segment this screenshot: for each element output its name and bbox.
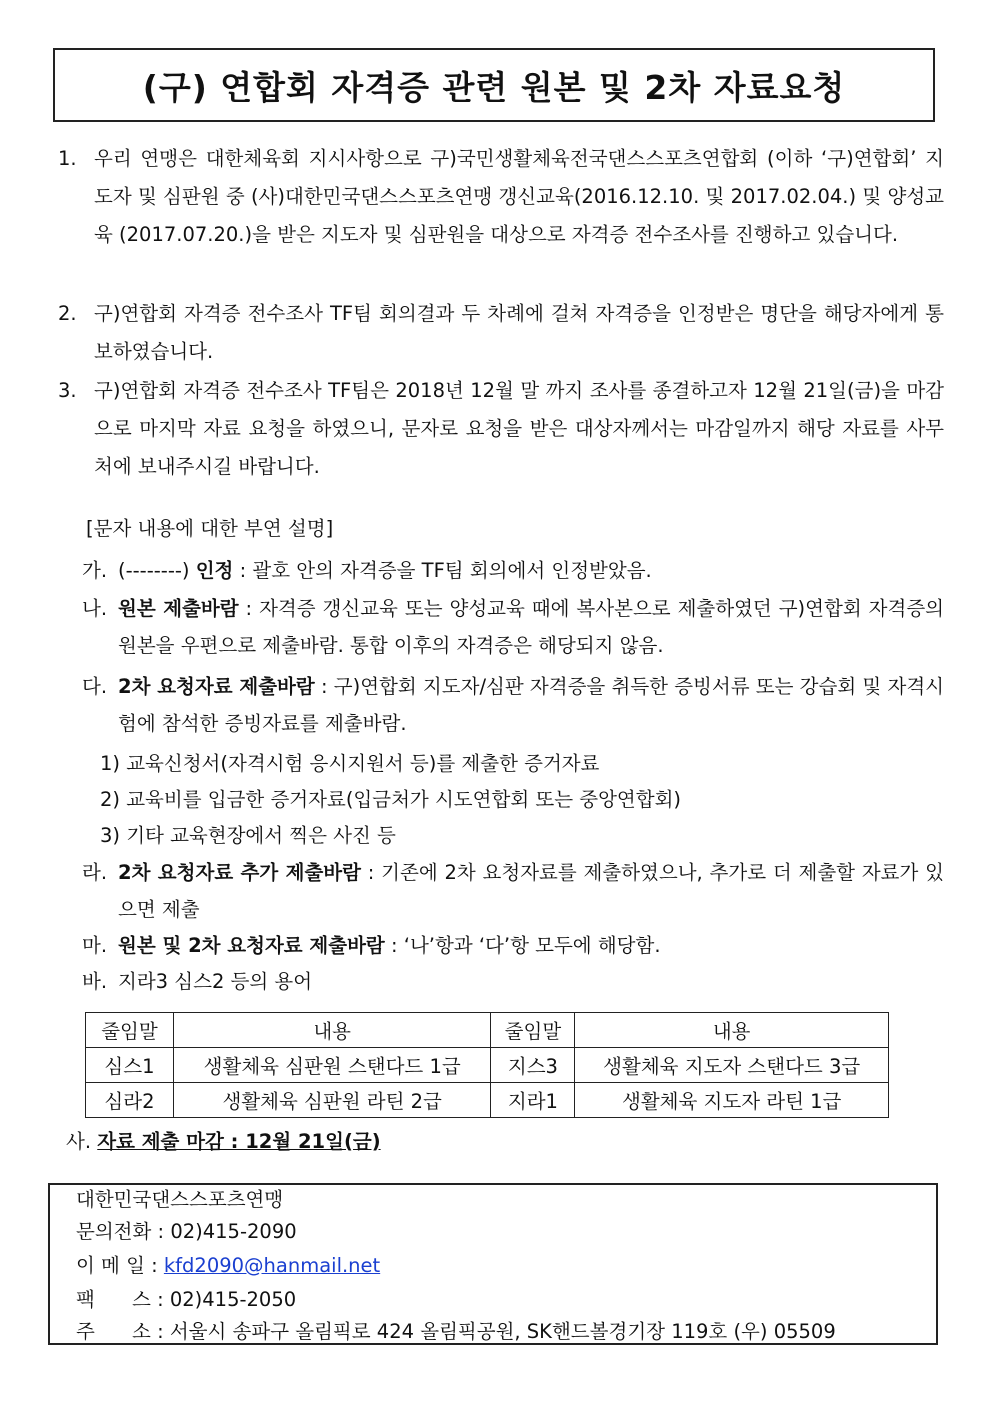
document-title: (구) 연합회 자격증 관련 원본 및 2차 자료요청 [53,48,935,122]
item-bold: 인정 [195,559,234,582]
item-ba [82,963,944,1000]
table-cell: 생활체육 지도자 스탠다드 3급 [575,1048,889,1083]
paragraph-number: 3. [58,379,77,402]
item-ga [82,552,944,589]
item-text: : ‘나’항과 ‘다’항 모두에 해당함. [384,934,661,957]
section-title: [문자 내용에 대한 부연 설명] [86,517,334,540]
item-bold: 원본 제출바람 [118,597,239,620]
paragraph-2 [58,295,944,371]
sub-item-2: 2) 교육비를 입금한 증거자료(입금처가 시도연합회 또는 중앙연합회) [100,788,682,811]
item-text: : 괄호 안의 자격증을 TF팀 회의에서 인정받았음. [233,559,652,582]
address-label: 주 소 : [76,1320,170,1343]
item-mark: 가. [82,559,108,582]
table-cell: 생활체육 심판원 스탠다드 1급 [173,1048,491,1083]
table-cell: 생활체육 지도자 라틴 1급 [575,1083,889,1118]
table-header: 줄임말 [86,1013,174,1048]
contact-address [76,1317,836,1347]
phone-value: 02)415-2090 [170,1220,297,1243]
table-cell: 심라2 [86,1083,174,1118]
table-cell: 생활체육 심판원 라틴 2급 [173,1083,491,1118]
table-cell: 지스3 [491,1048,575,1083]
paragraph-text: 우리 연맹은 대한체육회 지시사항으로 구)국민생활체육전국댄스스포츠연합회 (이하 ‘구)연합회’ 지도자 및 심판원 중 (사)대한민국댄스스포츠연맹 갱신교육(2016.12.10. 및 2017.02.04.) 및 양성교육 (2017.07.20.)을 받은 지도자 및 심판원을 대상으로 자격증 전수조사를 진행하고 있습니다. [94,147,944,246]
table-header: 내용 [173,1013,491,1048]
contact-org: 대한민국댄스스포츠연맹 [76,1188,284,1211]
item-da [82,668,944,742]
paragraph-1 [58,140,944,254]
contact-box [48,1183,938,1345]
abbreviation-table [85,1012,889,1118]
item-na [82,590,944,664]
item-bold: 2차 요청자료 제출바람 [118,675,315,698]
table-header-row [86,1013,889,1048]
item-prefix: (--------) [118,559,196,582]
deadline-text: 자료 제출 마감 : 12월 21일(금) [97,1130,381,1153]
item-mark: 나. [82,597,108,620]
item-ra [82,854,944,928]
table-header: 내용 [575,1013,889,1048]
paragraph-3 [58,372,944,486]
item-bold: 2차 요청자료 추가 제출바람 [118,861,361,884]
address-value: 서울시 송파구 올림픽로 424 올림픽공원, SK핸드볼경기장 119호 (우) 05509 [169,1320,836,1343]
contact-email [76,1251,380,1281]
paragraph-number: 1. [58,147,77,170]
item-text: : 구)연합회 지도자/심판 자격증을 취득한 증빙서류 또는 강습회 및 자격시험에 참석한 증빙자료를 제출바람. [118,675,944,735]
item-mark: 바. [82,970,108,993]
item-mark: 라. [82,861,108,884]
contact-phone [76,1217,297,1247]
paragraph-text: 구)연합회 자격증 전수조사 TF팀은 2018년 12월 말 까지 조사를 종결하고자 12월 21일(금)을 마감으로 마지막 자료 요청을 하였으니, 문자로 요청을 받은 대상자께서는 마감일까지 해당 자료를 사무처에 보내주시길 바랍니다. [94,379,944,478]
table-cell: 지라1 [491,1083,575,1118]
sub-item-1: 1) 교육신청서(자격시험 응시지원서 등)를 제출한 증거자료 [100,752,600,775]
fax-label: 팩 스 : [76,1288,170,1311]
sub-item-3: 3) 기타 교육현장에서 찍은 사진 등 [100,824,396,847]
item-text: : 자격증 갱신교육 또는 양성교육 때에 복사본으로 제출하였던 구)연합회 자격증의 원본을 우편으로 제출바람. 통합 이후의 자격증은 해당되지 않음. [118,597,944,657]
contact-fax [76,1285,296,1315]
table-row [86,1048,889,1083]
item-text: : 기존에 2차 요청자료를 제출하였으나, 추가로 더 제출할 자료가 있으면 제출 [118,861,944,921]
email-link[interactable]: kfd2090@hanmail.net [163,1254,381,1277]
item-mark: 마. [82,934,108,957]
paragraph-text: 구)연합회 자격증 전수조사 TF팀 회의결과 두 차례에 걸쳐 자격증을 인정받은 명단을 해당자에게 통보하였습니다. [94,302,944,363]
paragraph-number: 2. [58,302,77,325]
deadline [66,1124,381,1160]
table-cell: 심스1 [86,1048,174,1083]
item-text: 지라3 심스2 등의 용어 [118,970,313,993]
table-header: 줄임말 [491,1013,575,1048]
item-bold: 원본 및 2차 요청자료 제출바람 [118,934,385,957]
item-ma [82,927,944,964]
email-label: 이 메 일 : [76,1254,164,1277]
fax-value: 02)415-2050 [169,1288,297,1311]
item-mark: 다. [82,675,108,698]
deadline-mark: 사. [66,1130,92,1153]
phone-label: 문의전화 : [76,1220,171,1243]
table-row [86,1083,889,1118]
